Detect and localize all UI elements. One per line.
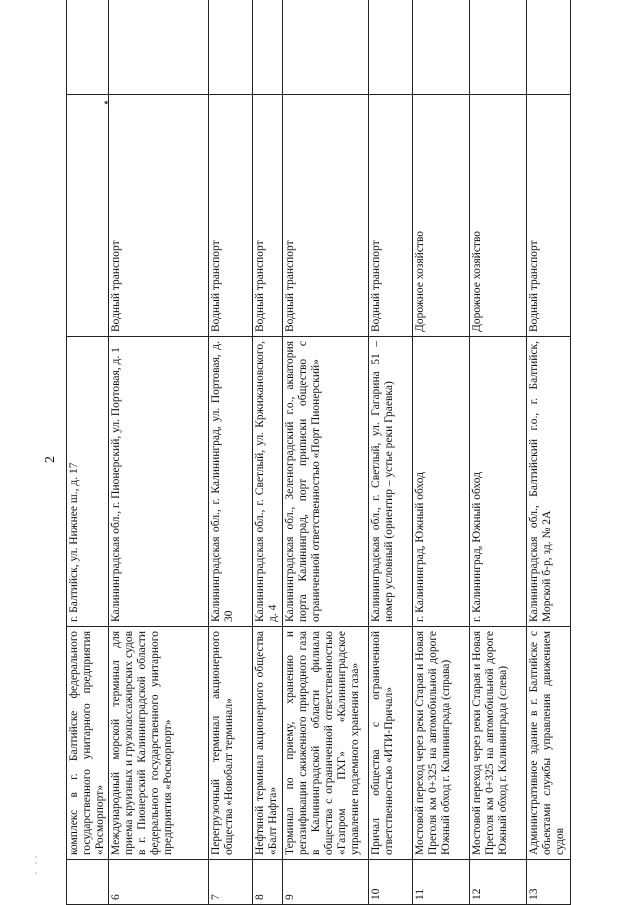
object-address: г. Балтийск, ул. Нижнее ш., д. 17 <box>67 337 109 627</box>
object-address: Калининградская обл., г. Пионерский, ул. Портовая, д. 1 <box>109 337 209 627</box>
object-name: Перегрузочный терминал акционерного общества «Новобалт терминал» <box>209 627 253 860</box>
object-sector <box>67 95 109 337</box>
object-sector: Водный транспорт <box>253 95 283 337</box>
table-row <box>470 0 527 905</box>
row-number: 9 <box>283 860 369 905</box>
object-address: г. Калининград, Южный обход <box>470 337 527 627</box>
object-sector: Водный транспорт <box>527 95 571 337</box>
object-name: Причал общества с ограниченной ответственностью «ИТИ-Причал» <box>369 627 413 860</box>
object-sector: Дорожное хозяйство <box>470 95 527 337</box>
extra-cell <box>67 0 109 95</box>
row-number: 13 <box>527 860 571 905</box>
extra-cell <box>109 0 209 95</box>
object-address: Калининградская обл., Зеленоградский г.о., акватория порта Калининград, порт приписки общество с ограниченной ответственностью «Порт Пионерский» <box>283 337 369 627</box>
table-row <box>413 0 470 905</box>
stray-mark: • <box>100 100 115 105</box>
table-row <box>253 0 283 905</box>
table-row <box>109 0 209 905</box>
object-name: Терминал по приему, хранению и регазификации сжиженного природного газа в Калининградской области филиала общества с ограниченной ответственностью «Газпром ПХГ» «Калининградское управление подземного хранения газа» <box>283 627 369 860</box>
object-address: Калининградская обл., г. Светлый, ул. Кржижановского, д. 4 <box>253 337 283 627</box>
row-number: 11 <box>413 860 470 905</box>
row-number: 8 <box>253 860 283 905</box>
object-name: комплекс в г. Балтийске федерального государственного унитарного предприятия «Росморпорт» <box>67 627 109 860</box>
registry-table <box>66 0 571 905</box>
extra-cell <box>253 0 283 95</box>
object-sector: Водный транспорт <box>109 95 209 337</box>
extra-cell <box>470 0 527 95</box>
object-name: Нефтяной терминал акционерного общества «Балт Нафта» <box>253 627 283 860</box>
extra-cell <box>413 0 470 95</box>
object-name: Мостовой переход через реки Старая и Новая Преголя км 0+325 на автомобильной дороге Южный обход г. Калининграда (слева) <box>470 627 527 860</box>
object-address: Калининградская обл., г. Калининград, ул. Портовая, д. 30 <box>209 337 253 627</box>
object-address: г. Калининград, Южный обход <box>413 337 470 627</box>
extra-cell <box>209 0 253 95</box>
extra-cell <box>527 0 571 95</box>
table-row <box>209 0 253 905</box>
object-sector: Дорожное хозяйство <box>413 95 470 337</box>
extra-cell <box>369 0 413 95</box>
object-address: Калининградская обл., Балтийский г.о., г. Балтийск, Морской б-р, зд. № 2А <box>527 337 571 627</box>
table-row <box>283 0 369 905</box>
scan-artifact: ` `` <box>34 853 46 875</box>
object-name: Международный морской терминал для приема круизных и грузопассажирских судов в г. Пионерский Калининградской области федерального государственного унитарного предприятия «Росморпорт» <box>109 627 209 860</box>
object-sector: Водный транспорт <box>209 95 253 337</box>
row-number: 12 <box>470 860 527 905</box>
page-number: 2 <box>43 456 58 463</box>
row-number: 7 <box>209 860 253 905</box>
extra-cell <box>283 0 369 95</box>
row-number <box>67 860 109 905</box>
object-name: Административное здание в г. Балтийске с объектами службы управления движением судов <box>527 627 571 860</box>
table-row <box>67 0 109 905</box>
table-row <box>527 0 571 905</box>
row-number: 6 <box>109 860 209 905</box>
object-name: Мостовой переход через реки Старая и Новая Преголя км 0+325 на автомобильной дороге Южный обход г. Калининграда (справа) <box>413 627 470 860</box>
row-number: 10 <box>369 860 413 905</box>
object-sector: Водный транспорт <box>283 95 369 337</box>
object-address: Калининградская обл., г. Светлый, ул. Гагарина 51 – номер условный (ориентир – устье реки Граевка) <box>369 337 413 627</box>
object-sector: Водный транспорт <box>369 95 413 337</box>
table-row <box>369 0 413 905</box>
